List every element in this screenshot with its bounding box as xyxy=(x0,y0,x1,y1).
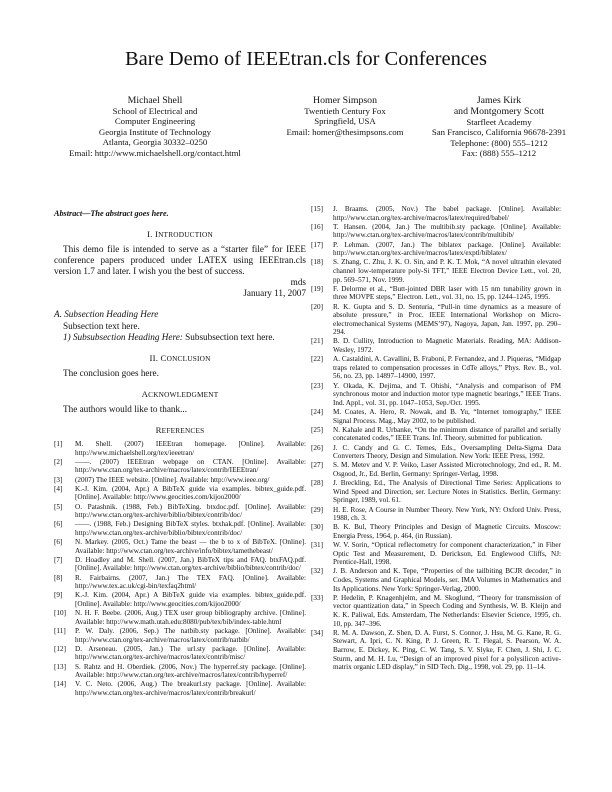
section-numeral: II. xyxy=(149,353,159,363)
reference-text: M. Coates, A. Hero, R. Nowak, and B. Yu, “Internet tomography,” IEEE Signal Process. Mag., May 2002, to be published. xyxy=(333,408,561,425)
author-name: James Kirk xyxy=(476,95,522,106)
reference-text: F. Delorme et al., “Butt-jointed DBR laser with 15 nm tunability grown in three MOVPE steps,” Electron. Lett., vol. 31, no. 15, pp. 1244–1245, 1995. xyxy=(333,284,561,302)
reference-item xyxy=(311,629,561,672)
section-heading-references xyxy=(54,425,306,436)
section-numeral: I. xyxy=(147,229,153,239)
heading-rest: EFERENCES xyxy=(161,426,205,435)
subsection-paragraph: Subsection text here. xyxy=(63,321,140,331)
reference-text: Y. Okada, K. Dejima, and T. Ohishi, “Analysis and comparison of PM synchronous motor and induction motor type magnetic bearings,” IEEE Trans. Ind. Appl., vol. 31, pp. 1047–1053, Sep./Oct. 1995. xyxy=(333,381,561,407)
subsection-heading: A. Subsection Heading Here xyxy=(54,309,159,319)
reference-text: M. Shell. (2007) IEEEtran homepage. [Online]. Available: http://www.michaelshell.org/tex/ieeetran/ xyxy=(75,440,306,457)
reference-label: [3] xyxy=(54,475,63,484)
author-2 xyxy=(272,95,418,137)
paper-title: Bare Demo of IEEEtran.cls for Conferences xyxy=(124,48,487,70)
reference-label: [20] xyxy=(311,302,323,311)
reference-label: [10] xyxy=(54,609,66,618)
reference-item xyxy=(311,506,561,523)
reference-text: S. M. Metev and V. P. Veiko, Laser Assisted Microtechnology, 2nd ed., R. M. Osgood, Jr., Ed. Berlin, Germany: Springer-Verlag, 1998. xyxy=(333,461,561,478)
reference-text: B. K. Bul, Theory Principles and Design of Magnetic Circuits. Moscow: Energia Press, 1964, p. 464, (in Russian). xyxy=(333,523,561,540)
reference-item xyxy=(54,645,306,662)
reference-text: S. Rahtz and H. Oberdiek. (2006, Nov.) The hyperref.sty package. [Online]. Available: http://www.ctan.org/tex-archive/macros/latex/contrib/hyperref/ xyxy=(75,662,306,680)
subsubsection xyxy=(54,332,306,343)
reference-label: [28] xyxy=(311,479,323,488)
reference-item xyxy=(311,258,561,284)
reference-label: [7] xyxy=(54,555,63,564)
heading-rest: CKNOWLEDGMENT xyxy=(148,390,219,399)
reference-item xyxy=(54,663,306,680)
author-name: Homer Simpson xyxy=(313,95,377,106)
reference-item xyxy=(311,541,561,567)
reference-text: J. Braams. (2005, Nov.) The babel package. [Online]. Available: http://www.ctan.org/tex-archive/macros/latex/required/babel/ xyxy=(333,205,561,222)
reference-item xyxy=(311,567,561,593)
acknowledgment-paragraph: The authors would like to thank... xyxy=(63,404,188,414)
reference-text: N. Kahale and R. Urbanke, “On the minimum distance of parallel and serially concatenated codes,” IEEE Trans. Inf. Theory, submitted for publication. xyxy=(333,425,561,443)
author-affiliation-line: Starfleet Academy xyxy=(466,117,532,127)
author-affiliation-line: School of Electrical and xyxy=(112,106,198,116)
subsubsection-text: Subsubsection text here. xyxy=(185,332,275,342)
reference-text: J. Breckling, Ed., The Analysis of Directional Time Series: Applications to Wind Speed and Direction, ser. Lecture Notes in Statistics. Berlin, Germany: Springer, 1989, vol. 61. xyxy=(333,479,561,505)
reference-label: [29] xyxy=(311,505,323,514)
reference-label: [4] xyxy=(54,484,63,493)
introduction-paragraph: This demo file is intended to serve as a “starter file” for IEEE conference papers produced under LATEX using IEEEtran.cls version 1.7 and later. I wish you the best of success. xyxy=(54,244,306,276)
heading-rest: ONCLUSION xyxy=(166,354,211,363)
reference-label: [17] xyxy=(311,240,323,249)
heading-initial: R xyxy=(155,425,162,435)
reference-label: [2] xyxy=(54,457,63,466)
subsubsection-heading: 1) Subsubsection Heading Here: xyxy=(63,332,183,342)
reference-item xyxy=(54,591,306,608)
reference-label: [23] xyxy=(311,381,323,390)
reference-label: [25] xyxy=(311,425,323,434)
reference-item xyxy=(54,574,306,591)
author-1 xyxy=(50,95,260,158)
reference-list-right xyxy=(311,205,561,672)
reference-text: H. E. Rose, A Course in Number Theory. New York, NY: Oxford Univ. Press, 1988, ch. 3. xyxy=(333,505,561,523)
reference-label: [15] xyxy=(311,205,323,213)
reference-text: O. Patashnik. (1988, Feb.) BibTeXing. btxdoc.pdf. [Online]. Available: http://www.ctan.org/tex-archive/biblio/bibtex/contrib/doc/ xyxy=(75,502,306,520)
reference-label: [32] xyxy=(311,567,323,576)
reference-label: [13] xyxy=(54,662,66,671)
reference-text: R. K. Gupta and S. D. Senturia, “Pull-in time dynamics as a measure of absolute pressure,” in Proc. IEEE International Workshop on Micro-electromechanical Systems (MEMS’97), Nagoya, Japan, Jan. 1997, pp. 290–294. xyxy=(333,302,561,337)
reference-list-left xyxy=(54,440,306,698)
reference-text: V. C. Neto. (2006, Aug.) The breakurl.sty package. [Online]. Available: http://www.ctan.org/tex-archive/macros/latex/contrib/breakurl/ xyxy=(75,680,306,697)
reference-text: (2007) The IEEE website. [Online]. Available: http://www.ieee.org/ xyxy=(75,475,270,484)
reference-text: T. Hansen. (2004, Jan.) The multibib.sty package. [Online]. Available: http://www.ctan.org/tex-archive/macros/latex/contrib/multibib/ xyxy=(333,222,561,240)
reference-item xyxy=(54,440,306,457)
reference-item xyxy=(311,205,561,222)
reference-item xyxy=(54,556,306,573)
reference-item xyxy=(311,285,561,302)
reference-label: [33] xyxy=(311,593,323,602)
heading-rest: NTRODUCTION xyxy=(158,230,213,239)
reference-label: [27] xyxy=(311,461,323,470)
reference-text: ——. (1988, Feb.) Designing BibTeX styles. btxhak.pdf. [Online]. Available: http://www.ctan.org/tex-archive/biblio/bibtex/contrib/doc/ xyxy=(75,520,306,537)
reference-item xyxy=(54,520,306,537)
author-block xyxy=(0,95,612,175)
right-column xyxy=(311,205,561,672)
author-affiliation-line: San Francisco, California 96678-2391 xyxy=(431,127,567,138)
reference-text: K.-J. Kim. (2004, Apr.) A BibTeX guide via examples. bibtex_guide.pdf. [Online]. Available: http://www.geocities.com/kijoo2000/ xyxy=(75,591,306,609)
reference-item xyxy=(311,426,561,443)
reference-label: [5] xyxy=(54,502,63,511)
reference-item xyxy=(311,223,561,240)
reference-text: D. Hoadley and M. Shell. (2007, Jan.) BibTeX tips and FAQ. btxFAQ.pdf. [Online]. Available: http://www.ctan.org/tex-archive/biblio/bibtex/contrib/doc/ xyxy=(75,555,306,573)
reference-text: S. Zhang, C. Zhu, J. K. O. Sin, and P. K. T. Mok, “A novel ultrathin elevated channel low-temperature poly-Si TFT,” IEEE Electron Device Lett., vol. 20, pp. 569–571, Nov. 1999. xyxy=(333,258,561,284)
section-heading-conclusion xyxy=(54,353,306,364)
section-heading-introduction xyxy=(54,229,306,240)
reference-text: ——. (2007) IEEEtran webpage on CTAN. [Online]. Available: http://www.ctan.org/tex-archive/macros/latex/contrib/IEEEtran/ xyxy=(75,457,306,475)
reference-item xyxy=(311,241,561,258)
reference-item xyxy=(311,523,561,540)
signoff: mds xyxy=(290,277,306,287)
reference-item xyxy=(311,479,561,505)
author-phone: Telephone: (800) 555–1212 xyxy=(450,137,548,148)
reference-item xyxy=(54,627,306,644)
reference-text: P. W. Daly. (2006, Sep.) The natbib.sty package. [Online]. Available: http://www.ctan.org/tex-archive/macros/latex/contrib/natbib/ xyxy=(75,627,306,644)
reference-item xyxy=(54,680,306,697)
abstract xyxy=(54,209,306,219)
reference-label: [16] xyxy=(311,222,323,231)
reference-text: B. D. Cullity, Introduction to Magnetic Materials. Reading, MA: Addison-Wesley, 1972. xyxy=(333,337,561,355)
reference-item xyxy=(54,609,306,626)
author-affiliation-line: Twentieth Century Fox xyxy=(304,106,386,116)
left-column xyxy=(54,205,306,698)
reference-text: N. Markey. (2005, Oct.) Tame the beast — the b to x of BibTeX. [Online]. Available: http://www.ctan.org/tex-archive/info/bibtex/tamethebeast/ xyxy=(75,538,306,555)
reference-text: W. V. Sorin, “Optical reflectometry for component characterization,” in Fiber Optic Test and Measurement, D. Derickson, Ed. Englewood Cliffs, NJ: Prentice-Hall, 1998. xyxy=(333,541,561,567)
reference-label: [34] xyxy=(311,628,323,637)
author-fax: Fax: (888) 555–1212 xyxy=(461,148,537,159)
reference-item xyxy=(54,485,306,502)
reference-text: R. M. A. Dawson, Z. Shen, D. A. Furst, S. Connor, J. Hsu, M. G. Kane, R. G. Stewart, A. Ipri, C. N. King, P. J. Green, R. T. Flegal, S. Pearson, W. A. Barrow, E. Dickey, K. Ping, C. W. Tang, S. V. Slyke, F. Chen, J. Shi, J. C. Sturm, and M. H. Lu, “Design of an improved pixel for a polysilicon active-matrix organic LED display,” in SID Tech. Dig., 1998, vol. 29, pp. 11–14. xyxy=(333,628,561,672)
reference-text: N. H. F. Beebe. (2006, Aug.) TEX user group bibliography archive. [Online]. Available: http://www.math.utah.edu:8080/pub/tex/bib/index-table.html xyxy=(75,609,306,626)
reference-text: J. B. Anderson and K. Tepe, “Properties of the tailbiting BCJR decoder,” in Codes, Systems and Graphical Models, ser. IMA Volumes in Mathematics and Its Applications. New York: Springer-Verlag, 2000. xyxy=(333,567,561,593)
reference-label: [24] xyxy=(311,408,323,416)
conclusion-paragraph: The conclusion goes here. xyxy=(63,368,159,378)
reference-label: [18] xyxy=(311,258,323,267)
author-3 xyxy=(420,95,578,159)
author-affiliation-line: Springfield, USA xyxy=(314,116,376,127)
author-affiliation-line: Atlanta, Georgia 30332–0250 xyxy=(102,137,208,148)
reference-item xyxy=(311,461,561,478)
heading-initial: A xyxy=(141,389,149,399)
abstract-label: Abstract—The abstract goes here. xyxy=(54,209,169,218)
date: January 11, 2007 xyxy=(243,288,306,298)
reference-item xyxy=(311,355,561,381)
reference-text: P. Hedelin, P. Knagenhjelm, and M. Skoglund, “Theory for transmission of vector quantization data,” in Speech Coding and Synthesis, W. B. Kleijn and K. K. Paliwal, Eds. Amsterdam, The Netherlands: Elsevier Science, 1995, ch. 10, pp. 347–396. xyxy=(333,593,561,628)
reference-text: D. Arseneau. (2005, Jan.) The url.sty package. [Online]. Available: http://www.ctan.org/tex-archive/macros/latex/contrib/misc/ xyxy=(75,644,306,662)
reference-label: [11] xyxy=(54,627,66,635)
reference-item xyxy=(54,476,306,485)
reference-item xyxy=(54,458,306,475)
reference-item xyxy=(54,538,306,555)
reference-text: K.-J. Kim. (2004, Apr.) A BibTeX guide via examples. bibtex_guide.pdf. [Online]. Available: http://www.geocities.com/kijoo2000/ xyxy=(75,484,306,502)
reference-label: [31] xyxy=(311,541,323,550)
reference-label: [9] xyxy=(54,591,63,600)
reference-label: [12] xyxy=(54,644,66,653)
author-affiliation-line: Computer Engineering xyxy=(114,116,196,127)
heading-initial: C xyxy=(160,353,167,363)
reference-label: [6] xyxy=(54,538,63,547)
reference-text: A. Castaldini, A. Cavallini, B. Fraboni, P. Fernandez, and J. Piqueras, “Midgap traps related to compensation processes in CdTe alloys,” Phys. Rev. B., vol. 56, no. 23, pp. 14897–14900, 1997. xyxy=(333,355,561,381)
reference-label: [22] xyxy=(311,355,323,364)
reference-item xyxy=(311,594,561,628)
author-email: Email: homer@thesimpsons.com xyxy=(286,126,404,137)
reference-label: [6] xyxy=(54,520,63,529)
author-name-cont: and Montgomery Scott xyxy=(453,106,545,117)
reference-item xyxy=(311,303,561,337)
reference-label: [8] xyxy=(54,573,63,582)
reference-text: J. C. Candy and G. C. Temes, Eds., Oversampling Delta-Sigma Data Converters Theory, Design and Simulation. New York: IEEE Press, 1992. xyxy=(333,443,561,461)
reference-item xyxy=(311,382,561,408)
author-email: Email: http://www.michaelshell.org/contact.html xyxy=(69,147,241,158)
author-name: Michael Shell xyxy=(127,95,183,106)
reference-label: [14] xyxy=(54,680,66,689)
author-affiliation-line: Georgia Institute of Technology xyxy=(98,126,212,137)
reference-label: [19] xyxy=(311,284,323,293)
heading-initial: I xyxy=(154,229,159,239)
reference-label: [26] xyxy=(311,443,323,452)
reference-item xyxy=(311,444,561,461)
reference-item xyxy=(54,503,306,520)
reference-item xyxy=(311,408,561,425)
reference-text: R. Fairbairns. (2007, Jan.) The TEX FAQ. [Online]. Available: http://www.tex.ac.uk/cgi-bin/texfaq2html/ xyxy=(75,573,306,591)
reference-text: P. Lehman. (2007, Jan.) The biblatex package. [Online]. Available: http://www.ctan.org/tex-archive/macros/latex/exptl/biblatex/ xyxy=(333,240,561,258)
section-heading-acknowledgment xyxy=(54,389,306,400)
reference-label: [1] xyxy=(54,440,63,448)
reference-label: [21] xyxy=(311,337,323,346)
reference-label: [30] xyxy=(311,523,323,532)
reference-item xyxy=(311,337,561,354)
